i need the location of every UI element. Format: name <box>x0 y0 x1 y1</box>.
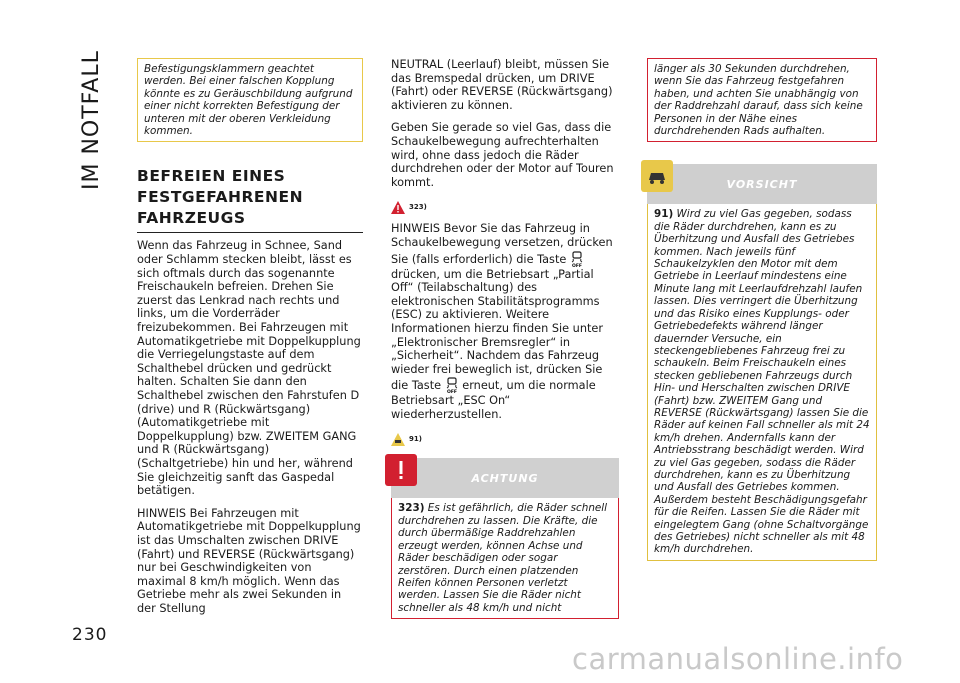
caution-car-icon <box>391 433 405 446</box>
hint-paragraph: HINWEIS Bei Fahrzeugen mit Automatikgetriebe mit Doppelkupplung ist das Umschalten zwischen DRIVE (Fahrt) und REVERSE (Rückwärtsgang) nur bei Geschwindigkeiten von maximal 8 km/h möglich. Wenn das Getriebe mehr als zwei Sekunden in der Stellung <box>137 506 361 615</box>
hint-paragraph <box>391 222 619 421</box>
heading-line-2: FESTGEFAHRENEN <box>137 188 304 207</box>
hint-text-part-3: erneut, um die normale Betriebsart „ESC On“ wiederherzustellen. <box>391 379 596 421</box>
caution-reference <box>391 430 619 448</box>
column-1 <box>137 58 363 624</box>
continued-warning-box: länger als 30 Sekunden durchdrehen, wenn Sie das Fahrzeug festgefahren haben, und achten Sie unabhängig von der Raddrehzahl darauf, dass sich keine Personen in der Nähe eines durchdrehenden Rads aufhalten. <box>647 58 877 142</box>
heading-line-1: BEFREIEN EINES <box>137 167 286 186</box>
esc-off-icon <box>570 250 584 268</box>
achtung-text: Es ist gefährlich, die Räder schnell durchdrehen zu lassen. Die Kräfte, die durch übermäßige Raddrehzahlen erzeugt werden, können Achse und Räder beschädigen oder sogar zerstören. Durch einen platzenden Reifen können Personen verletzt werden. Lassen Sie die Räder nicht schneller als 48 km/h und nicht <box>398 502 608 614</box>
body-paragraph: Wenn das Fahrzeug in Schnee, Sand oder Schlamm stecken bleibt, lässt es sich oftmals durch das sogenannte Freischaukeln befreien. Drehen Sie zuerst das Lenkrad nach rechts und links, um die Vorderräder freizubekommen. Bei Fahrzeugen mit Automatikgetriebe mit Doppelkupplung die Verriegelungstaste auf dem Schalthebel drücken und gedrückt halten. Schalten Sie dann den Schalthebel zwischen den Fahrstufen D (drive) und R (Rückwärtsgang) (Automatikgetriebe mit Doppelkupplung) bzw. ZWEITEM GANG und R (Rückwärtsgang) (Schaltgetriebe) hin und her, während Sie gleichzeitig sanft das Gaspedal betätigen. <box>137 239 361 498</box>
reference-number: 323) <box>409 202 427 211</box>
esc-off-icon <box>445 376 459 394</box>
warning-reference <box>391 198 619 216</box>
achtung-box <box>391 498 619 619</box>
vorsicht-banner <box>647 164 877 204</box>
achtung-label: ACHTUNG <box>471 471 539 485</box>
vorsicht-label: VORSICHT <box>726 177 798 191</box>
note-box: Befestigungsklammern geachtet werden. Bei einer falschen Kopplung könnte es zu Geräuschbildung aufgrund einer nicht korrekten Befestigung der unteren mit der oberen Verkleidung kommen. <box>137 58 363 142</box>
column-3 <box>647 58 877 561</box>
svg-text:OFF: OFF <box>571 263 582 268</box>
vorsicht-number: 91) <box>654 208 674 221</box>
heading-line-3: FAHRZEUGS <box>137 209 246 228</box>
achtung-number: 323) <box>398 502 425 515</box>
warning-icon <box>385 454 417 486</box>
vorsicht-box <box>647 204 877 560</box>
achtung-banner <box>391 458 619 498</box>
vorsicht-text: Wird zu viel Gas gegeben, sodass die Räder durchdrehen, kann es zu Überhitzung und Ausfall des Getriebes kommen. Nach jeweils fünf Schaukelzyklen den Motor mit dem Getriebe in Leerlauf mindestens eine Minute lang mit Leerlaufdrehzahl laufen lassen. Dies verringert die Überhitzung und das Risiko eines Kupplungs- oder Getriebedefekts während länger dauernder Versuche, ein steckengebliebenes Fahrzeug frei zu schaukeln. Beim Freischaukeln eines stecken gebliebenen Fahrzeugs durch Hin- und Herschalten zwischen DRIVE (Fahrt) bzw. ZWEITEM Gang und REVERSE (Rückwärtsgang) lassen Sie die Räder auf keinen Fall schneller als mit 24 km/h drehen. Andernfalls kann der Antriebsstrang beschädigt werden. Wird zu viel Gas gegeben, sodass die Räder durchdrehen, kann es zu Überhitzung und Ausfall des Getriebes kommen. Außerdem besteht Beschädigungsgefahr für die Reifen. Lassen Sie die Räder mit eingelegtem Gang (ohne Schaltvorgänge des Getriebes) nicht schneller als mit 48 km/h durchdrehen. <box>654 208 870 556</box>
hint-text-part-1: HINWEIS Bevor Sie das Fahrzeug in Schaukelbewegung versetzen, drücken Sie (falls erforderlich) die Taste <box>391 222 613 266</box>
section-heading <box>137 166 363 233</box>
svg-text:OFF: OFF <box>446 390 457 395</box>
caution-car-icon <box>641 160 673 192</box>
column-2 <box>391 58 619 619</box>
warning-triangle-icon <box>391 201 405 214</box>
reference-number: 91) <box>409 434 422 443</box>
body-paragraph: NEUTRAL (Leerlauf) bleibt, müssen Sie das Bremspedal drücken, um DRIVE (Fahrt) oder REVERSE (Rückwärtsgang) aktivieren zu können. <box>391 58 613 112</box>
watermark: carmanualsonline.info <box>572 642 904 676</box>
page-number: 230 <box>72 625 108 645</box>
hint-text-part-2: drücken, um die Betriebsart „Partial Off“ (Teilabschaltung) des elektronischen Stabilitätsprogramms (ESC) zu aktivieren. Weitere Informationen hierzu finden Sie unter „Elektronischer Bremsregler“ in „Sicherheit“. Nachdem das Fahrzeug wieder frei beweglich ist, drücken Sie die Taste <box>391 267 604 393</box>
section-title-vertical: IM NOTFALL <box>79 50 104 190</box>
body-paragraph: Geben Sie gerade so viel Gas, dass die Schaukelbewegung aufrechterhalten wird, ohne dass jedoch die Räder durchdrehen oder der Motor auf Touren kommt. <box>391 121 614 189</box>
